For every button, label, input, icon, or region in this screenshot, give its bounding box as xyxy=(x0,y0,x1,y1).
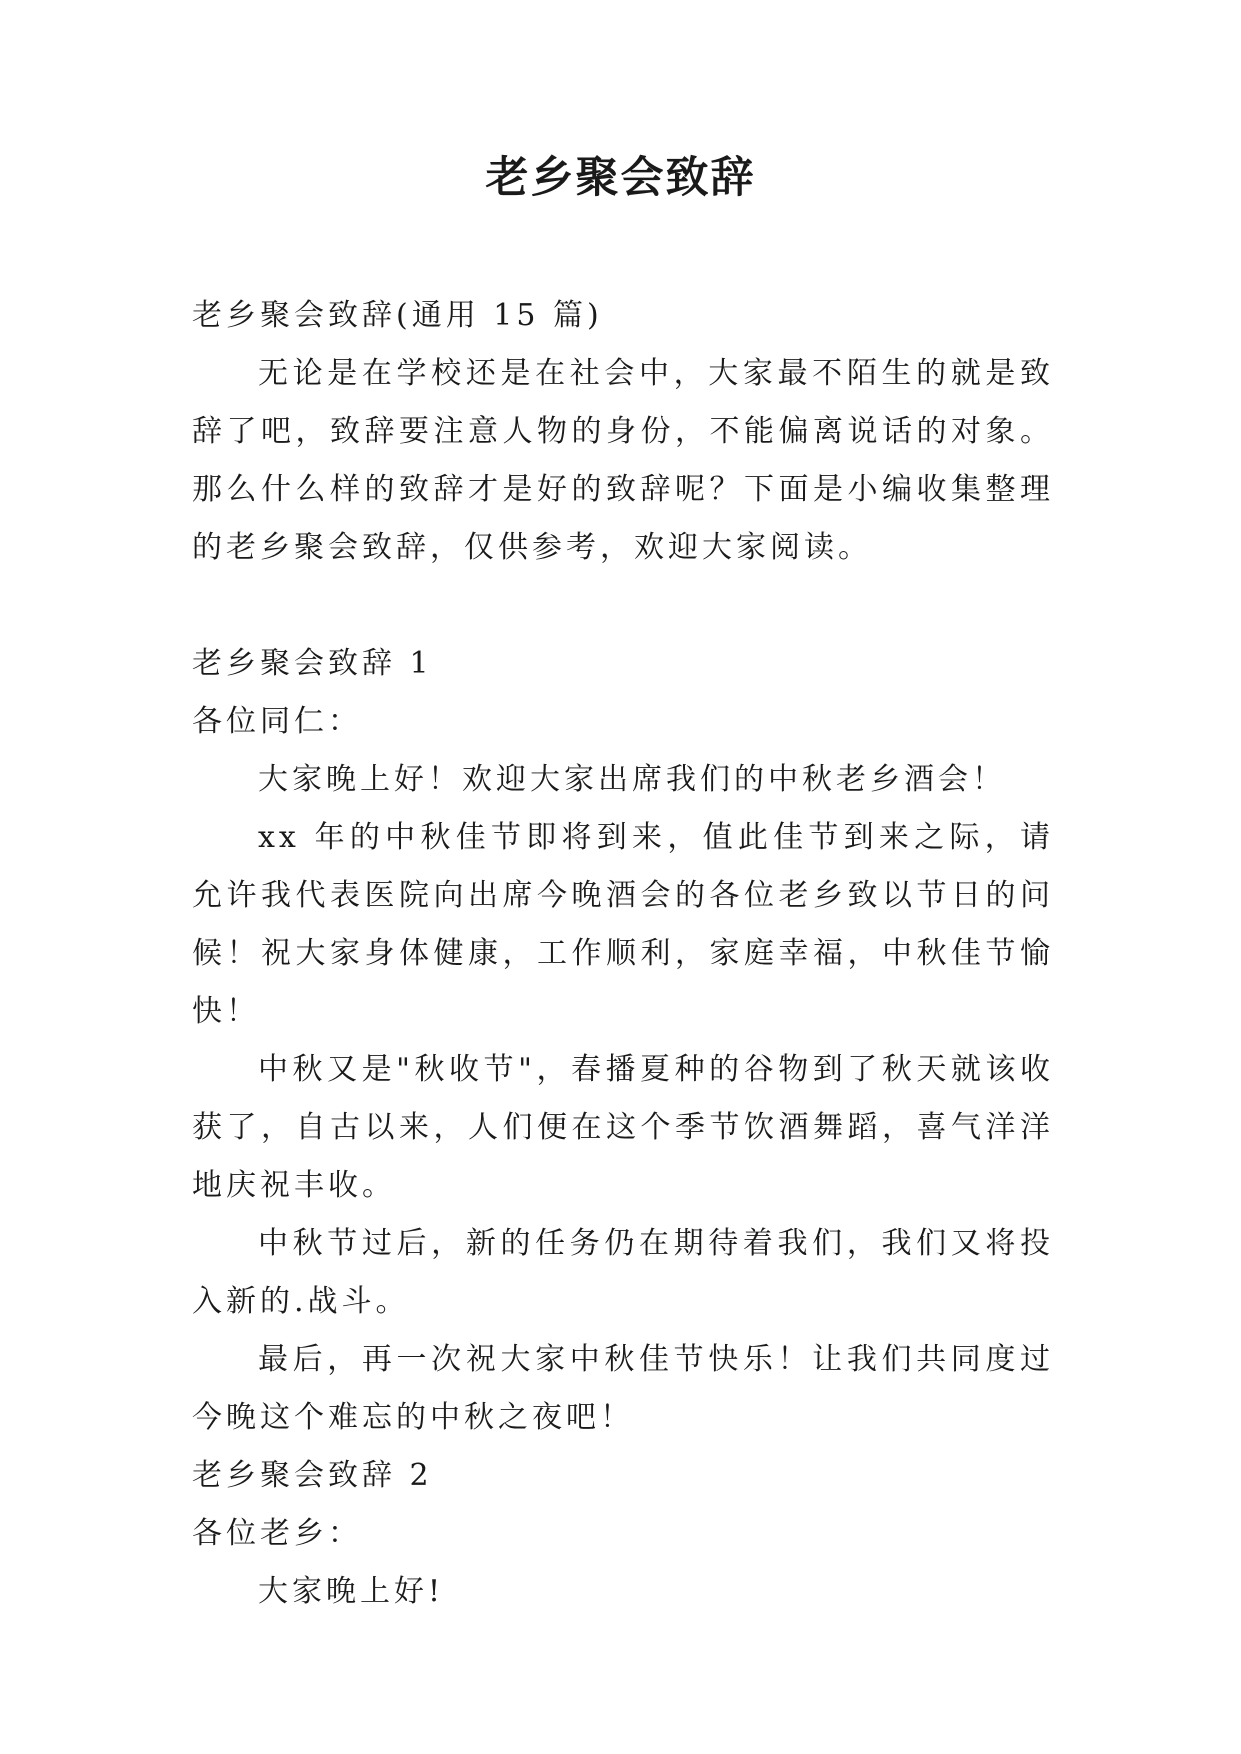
salutation: 各位老乡： xyxy=(192,1516,362,1551)
salutation: 各位同仁： xyxy=(192,704,362,739)
body-paragraph: 大家晚上好! xyxy=(258,1574,445,1609)
intro-paragraph: 无论是在学校还是在社会中，大家最不陌生的就是致辞了吧，致辞要注意人物的身份，不能偏离说话的对象。那么什么样的致辞才是好的致辞呢？下面是小编收集整理的老乡聚会致辞，仅供参考，欢迎大家阅读。 xyxy=(192,356,1054,565)
section-heading: 老乡聚会致辞 1 xyxy=(192,646,433,681)
section-spacer xyxy=(192,577,1054,635)
section-heading: 老乡聚会致辞 2 xyxy=(192,1458,433,1493)
body-paragraph: 中秋节过后，新的任务仍在期待着我们，我们又将投入新的.战斗。 xyxy=(192,1226,1054,1319)
body-paragraph: 大家晚上好！欢迎大家出席我们的中秋老乡酒会！ xyxy=(258,762,1006,797)
document-title: 老乡聚会致辞 xyxy=(485,153,756,203)
document-body xyxy=(192,287,1054,1621)
body-paragraph: 中秋又是"秋收节"，春播夏种的谷物到了秋天就该收获了，自古以来，人们便在这个季节饮酒舞蹈，喜气洋洋地庆祝丰收。 xyxy=(192,1052,1054,1203)
body-paragraph: xx 年的中秋佳节即将到来，值此佳节到来之际，请允许我代表医院向出席今晚酒会的各位老乡致以节日的问候！祝大家身体健康，工作顺利，家庭幸福，中秋佳节愉快！ xyxy=(192,820,1054,1029)
document-subtitle: 老乡聚会致辞(通用 15 篇) xyxy=(192,298,603,333)
body-paragraph: 最后，再一次祝大家中秋佳节快乐！让我们共同度过今晚这个难忘的中秋之夜吧！ xyxy=(192,1342,1054,1435)
